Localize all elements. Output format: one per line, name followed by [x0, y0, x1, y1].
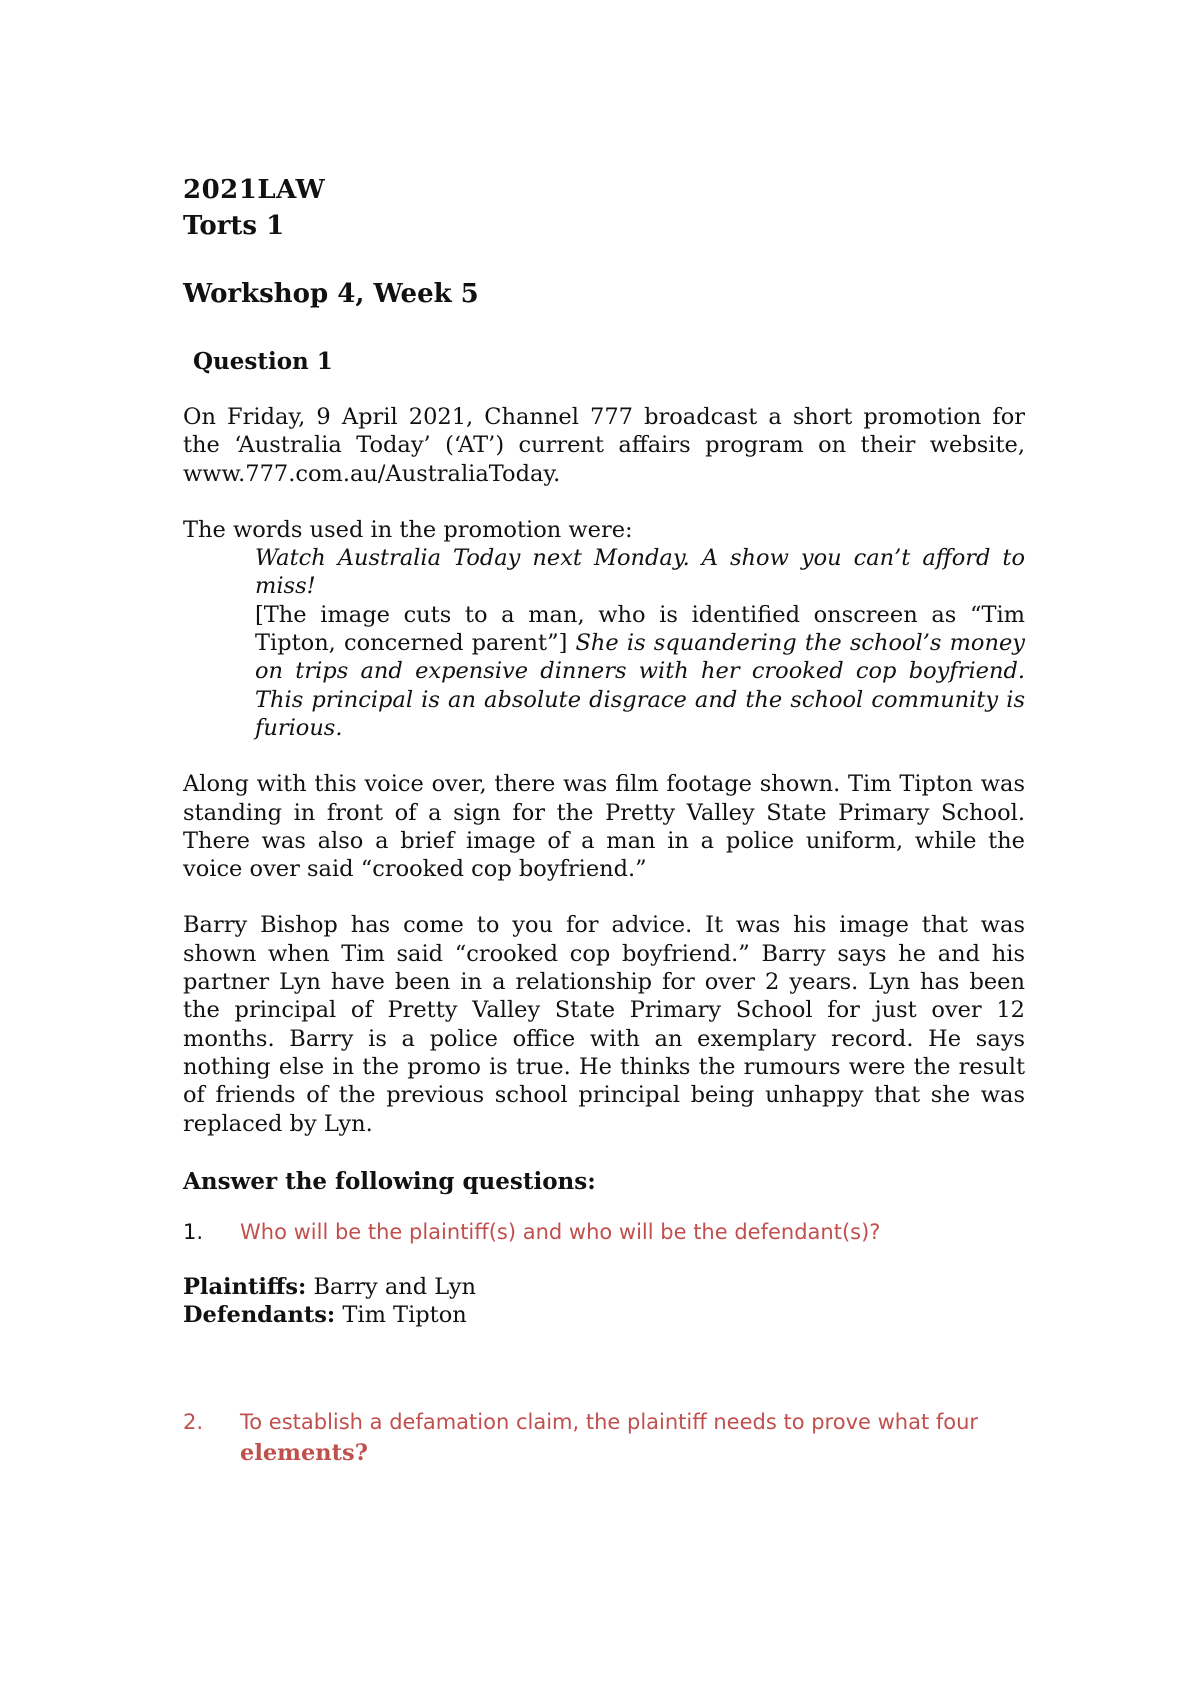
question-item-1: [183, 1217, 1025, 1247]
question-number-2: 2.: [183, 1410, 204, 1435]
question-item-2: [183, 1407, 1025, 1438]
question-text-2: To establish a defamation claim, the plaintiff needs to prove what four: [240, 1410, 979, 1435]
quote-italic-1: Watch Australia Today next Monday. A show you can’t afford to miss!: [255, 545, 1025, 600]
barry-paragraph: Barry Bishop has come to you for advice. It was his image that was shown when Tim said “crooked cop boyfriend.” Barry says he and his partner Lyn have been in a relationship for over 2 years. Lyn has been the principal of Pretty Valley State Primary School for just over 12 months. Barry is a police office with an exemplary record. He says nothing else in the promo is true. He thinks the rumours were the result of friends of the previous school principal being unhappy that she was replaced by Lyn.: [183, 912, 1025, 1137]
question-number-1: 1.: [183, 1219, 204, 1244]
quote-stage-direction: [The image cuts to a man, who is identified onscreen as “Tim Tipton, concerned parent”]: [255, 601, 1025, 657]
question-text-2-continued: elements?: [240, 1440, 368, 1467]
defendants-line: [183, 1301, 1025, 1329]
promo-quote: [255, 544, 1025, 742]
defendants-value: Tim Tipton: [335, 1302, 467, 1329]
plaintiffs-value: Barry and Lyn: [306, 1273, 477, 1300]
workshop-title: Workshop 4, Week 5: [183, 279, 479, 309]
question-heading: Question 1: [193, 348, 333, 375]
scenario-intro: On Friday, 9 April 2021, Channel 777 broadcast a short promotion for the ‘Australia Today’ (‘AT’) current affairs program on their website, www.777.com.au/AustraliaToday.: [183, 404, 1025, 487]
plaintiffs-line: [183, 1273, 1025, 1301]
document-page: [183, 172, 1025, 1468]
defendants-label: Defendants:: [183, 1302, 336, 1329]
footage-paragraph: Along with this voice over, there was film footage shown. Tim Tipton was standing in front of a sign for the Pretty Valley State Primary School. There was also a brief image of a man in a police uniform, while the voice over said “crooked cop boyfriend.”: [183, 771, 1025, 883]
plaintiffs-label: Plaintiffs:: [183, 1273, 307, 1300]
words-intro: The words used in the promotion were:: [183, 516, 633, 543]
question-text-1: Who will be the plaintiff(s) and who will be the defendant(s)?: [240, 1219, 881, 1244]
course-name: Torts 1: [183, 211, 285, 241]
answer-heading: Answer the following questions:: [183, 1167, 596, 1195]
parties-answer: [183, 1273, 1025, 1330]
quote-italic-2: She is squandering the school’s money on trips and expensive dinners with her crooked cop boyfriend. This principal is an absolute disgrace and the school community is furious.: [255, 630, 1025, 741]
course-code: 2021LAW: [183, 175, 326, 205]
